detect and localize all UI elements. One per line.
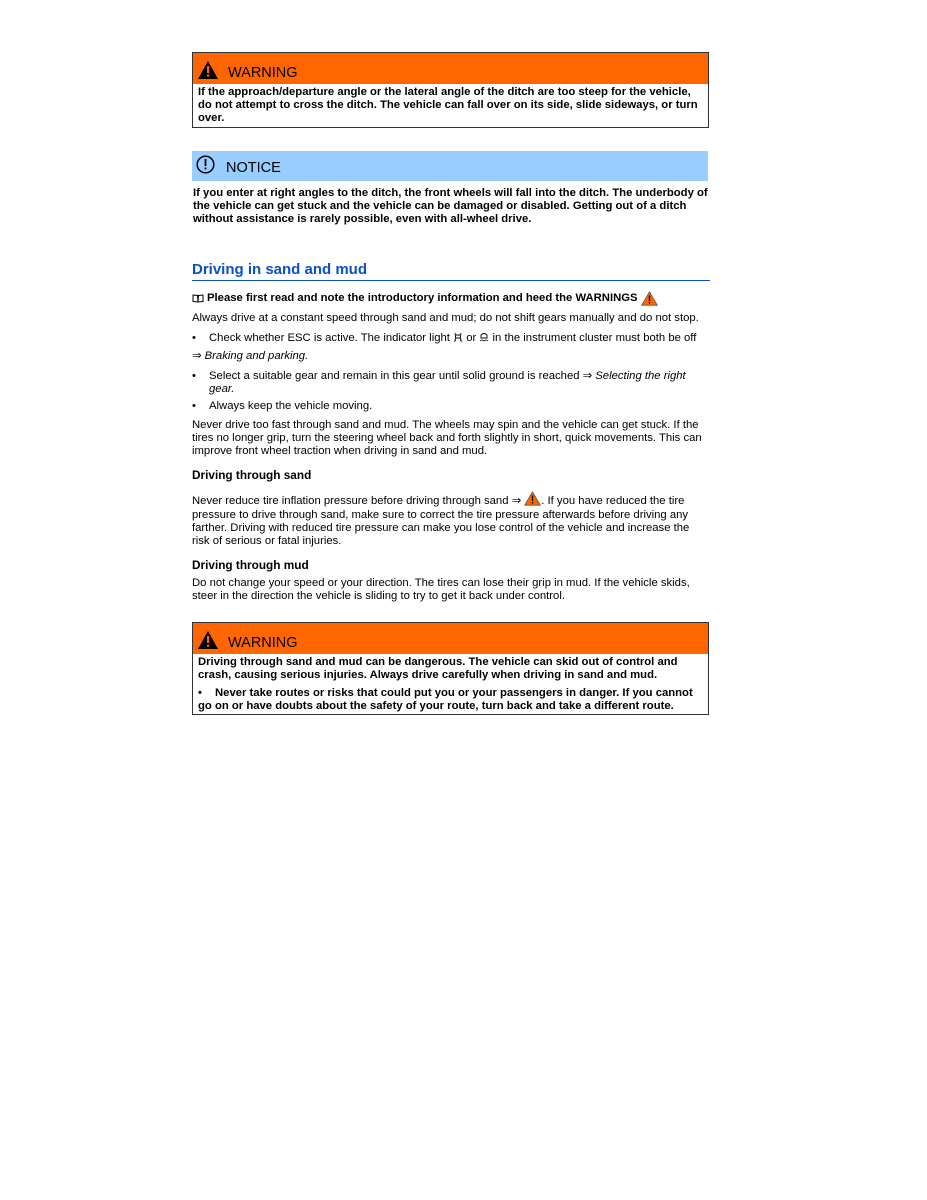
warning-text: Driving through sand and mud can be dangerous. The vehicle can skid out of control and crash, causing serious injuries. Always drive carefully when driving in sand and mud. (198, 655, 678, 681)
notice-block (192, 151, 710, 227)
warning-triangle-icon (197, 60, 219, 80)
warning-triangle-icon[interactable] (524, 491, 541, 506)
page-content (192, 52, 710, 715)
paragraph-never-drive-fast: Never drive too fast through sand and mud. The wheels may spin and the vehicle can get stuck. If the tires no longer grip, turn the steering wheel back and forth slightly in short, quick movements. This can improve front wheel traction when driving in sand and mud. (192, 418, 702, 458)
warning-text: If the approach/departure angle or the lateral angle of the ditch are too steep for the vehicle, do not attempt to cross the ditch. The vehicle can fall over on its side, slide sideways, or turn over. (198, 86, 698, 125)
paragraph-mud: Do not change your speed or your direction. The tires can lose their grip in mud. If the vehicle skids, steer in the direction the vehicle is sliding to try to get it back under control. (192, 577, 690, 603)
paragraph-sand: Never reduce tire inflation pressure before driving through sand ⇒ . If you have reduced the tire pressure to drive through sand, make sure to correct the tire pressure afterwards before driving any farther. Driving with reduced tire pressure can make you lose control of the vehicle and increase the risk of serious or fatal injuries. (192, 491, 710, 548)
esc-off-indicator-icon (479, 332, 489, 342)
warning-title: WARNING (228, 65, 298, 81)
bullet-esc-text: Check whether ESC is active. The indicator light (209, 331, 450, 344)
cross-reference: ⇒ Braking and parking. (192, 349, 309, 362)
esc-indicator-icon (453, 332, 463, 342)
intro-text: Please first read and note the introductory information and heed the WARNINGS (207, 292, 638, 304)
exclamation-circle-icon (196, 155, 215, 174)
warning-body (193, 654, 708, 715)
link-selecting-the-right-gear[interactable]: Selecting the right gear. (209, 370, 686, 396)
book-icon (192, 294, 204, 303)
subheading-mud: Driving through mud (192, 558, 309, 573)
bullet-keep-moving: Always keep the vehicle moving. (209, 399, 373, 412)
subheading-sand: Driving through sand (192, 468, 312, 483)
warning-bullet: • Never take routes or risks that could put you or your passengers in danger. If you cannot go on or have doubts about the safety of your route, turn back and take a different route. (198, 686, 693, 713)
notice-text: If you enter at right angles to the ditch, the front wheels will fall into the ditch. The underbody of the vehicle can get stuck and the vehicle can be damaged or disabled. Getting out of a ditch without assistance is rarely possible, even with all-wheel drive. (193, 186, 708, 226)
list-item: • Check whether ESC is active. The indicator light or in the instrument cluster must both be off (192, 331, 697, 344)
notice-title: NOTICE (226, 160, 281, 177)
warning-header (193, 623, 708, 654)
warning-triangle-icon (641, 291, 658, 306)
list-item: • Always keep the vehicle moving. (192, 399, 373, 412)
warning-title: WARNING (228, 634, 298, 651)
list-item: • Select a suitable gear and remain in this gear until solid ground is reached ⇒ Selecting the right gear. (192, 370, 686, 396)
paragraph-constant-speed: Always drive at a constant speed through sand and mud; do not shift gears manually and do not stop. (192, 311, 699, 324)
intro-line (192, 291, 710, 306)
link-braking-and-parking[interactable]: Braking and parking. (204, 349, 309, 362)
notice-header (192, 151, 708, 181)
warning-triangle-icon (197, 630, 219, 650)
warning-header (193, 53, 708, 84)
warning-body (193, 84, 708, 127)
warning-box (192, 622, 709, 716)
warning-box (192, 52, 709, 128)
section-title: Driving in sand and mud (192, 261, 710, 281)
